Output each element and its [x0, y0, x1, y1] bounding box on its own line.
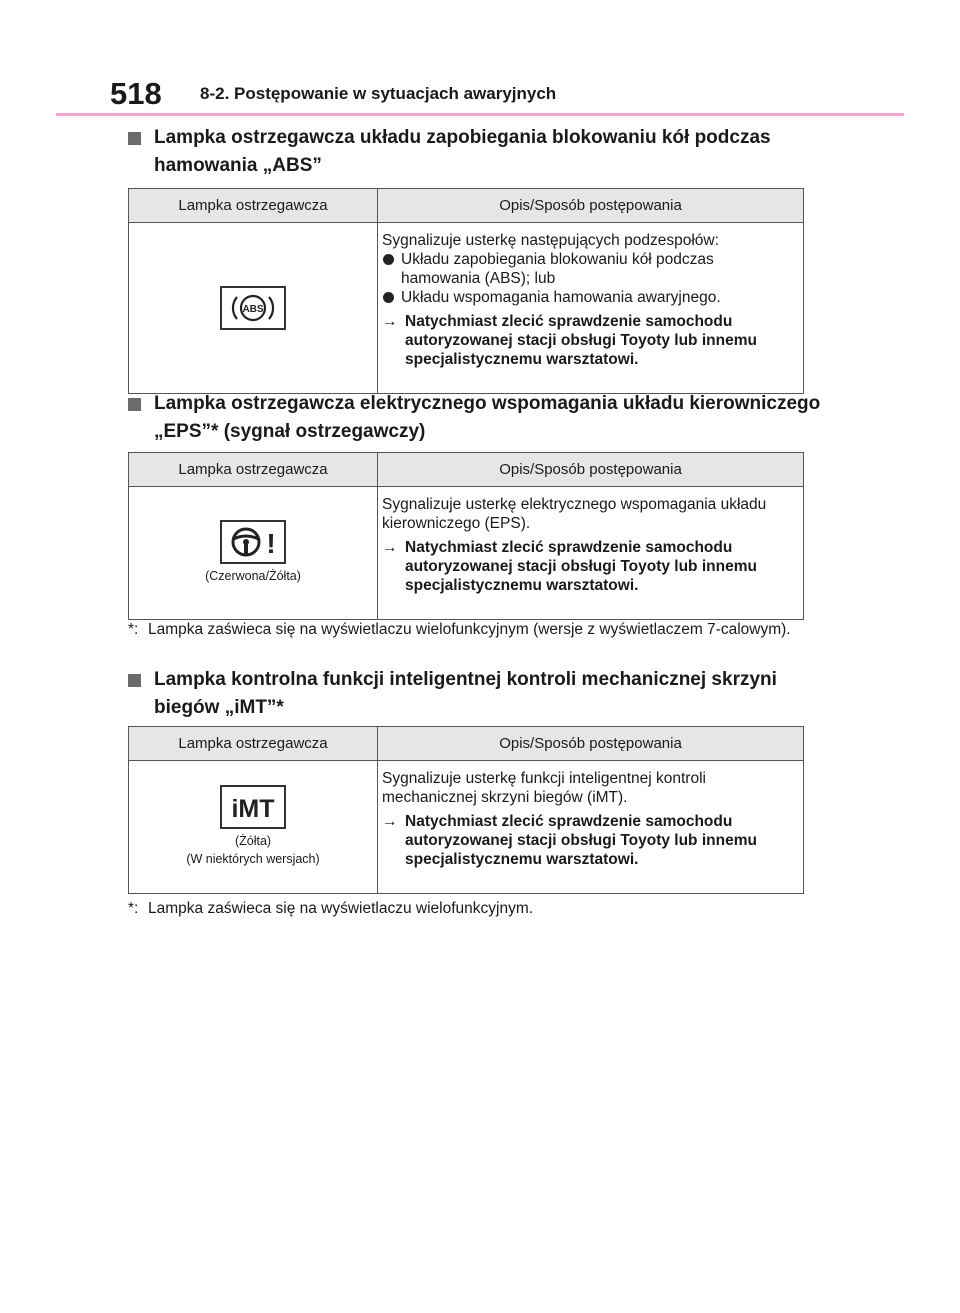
lamp-cell	[129, 223, 378, 394]
description-text: Sygnalizuje usterkę funkcji inteligentnej kontroli mechanicznej skrzyni biegów (iMT).	[382, 770, 706, 806]
chapter-title: 8-2. Postępowanie w sytuacjach awaryjnych	[200, 84, 557, 103]
abs-warning-icon	[220, 286, 286, 330]
header-divider	[56, 113, 904, 116]
lamp-color-caption: (Czerwona/Żółta)	[205, 569, 301, 584]
abs-warning-table	[128, 188, 804, 394]
list-item: Układu zapobiegania blokowaniu kół podczas hamowania (ABS); lub	[382, 250, 795, 288]
action-instruction: → Natychmiast zlecić sprawdzenie samochodu autoryzowanej stacji obsługi Toyoty lub innemu specjalistycznemu warsztatowi.	[382, 313, 757, 368]
table-header-row	[129, 189, 804, 223]
page-header	[56, 76, 904, 112]
column-header-desc: Opis/Sposób postępowania	[378, 453, 804, 487]
exclamation-label: !	[266, 528, 276, 560]
steering-wheel-warning-icon	[220, 520, 286, 564]
action-instruction: → Natychmiast zlecić sprawdzenie samochodu autoryzowanej stacji obsługi Toyoty lub innemu specjalistycznemu warsztatowi.	[382, 539, 757, 594]
lamp-cell	[129, 761, 378, 894]
column-header-lamp: Lampka ostrzegawcza	[129, 453, 378, 487]
column-header-desc: Opis/Sposób postępowania	[378, 727, 804, 761]
lamp-version-caption: (W niektórych wersjach)	[186, 852, 320, 867]
footnote-eps: *: Lampka zaświeca się na wyświetlaczu wielofunkcyjnym (wersje z wyświetlaczem 7-calowym).	[128, 621, 791, 638]
page-number: 518	[110, 76, 162, 111]
bullet-icon	[383, 254, 394, 265]
footnote-imt: *: Lampka zaświeca się na wyświetlaczu wielofunkcyjnym.	[128, 900, 534, 917]
arrow-icon: →	[382, 539, 398, 556]
table-header-row	[129, 453, 804, 487]
footnote-mark: *:	[128, 900, 139, 917]
section-title-eps: Lampka ostrzegawcza elektrycznego wspomagania układu kierowniczego „EPS”* (sygnał ostrzegawczy)	[128, 390, 828, 446]
lamp-color-caption: (Żółta)	[234, 834, 272, 849]
section-square-icon	[128, 398, 141, 411]
arrow-icon: →	[382, 813, 398, 830]
column-header-lamp: Lampka ostrzegawcza	[129, 189, 378, 223]
imt-icon-label: iMT	[231, 795, 275, 824]
column-header-desc: Opis/Sposób postępowania	[378, 189, 804, 223]
list-item: Układu wspomagania hamowania awaryjnego.	[382, 288, 795, 307]
table-row	[129, 761, 804, 894]
lamp-cell	[129, 487, 378, 620]
footnote-mark: *:	[128, 621, 139, 638]
section-square-icon	[128, 674, 141, 687]
action-instruction: → Natychmiast zlecić sprawdzenie samochodu autoryzowanej stacji obsługi Toyoty lub innemu specjalistycznemu warsztatowi.	[382, 813, 757, 868]
description-cell	[378, 487, 804, 620]
arrow-icon: →	[382, 313, 398, 330]
description-text: Sygnalizuje usterkę następujących podzespołów:	[382, 232, 719, 249]
table-header-row	[129, 727, 804, 761]
column-header-lamp: Lampka ostrzegawcza	[129, 727, 378, 761]
imt-warning-table	[128, 726, 804, 894]
section-square-icon	[128, 132, 141, 145]
bullet-icon	[383, 292, 394, 303]
description-cell	[378, 761, 804, 894]
table-row	[129, 223, 804, 394]
imt-indicator-icon	[220, 785, 286, 829]
description-cell	[378, 223, 804, 394]
section-title-imt: Lampka kontrolna funkcji inteligentnej kontroli mechanicznej skrzyni biegów „iMT”*	[128, 666, 828, 722]
abs-icon-label: ABS	[242, 303, 264, 315]
eps-warning-table	[128, 452, 804, 620]
section-title-abs: Lampka ostrzegawcza układu zapobiegania blokowaniu kół podczas hamowania „ABS”	[128, 124, 828, 180]
table-row	[129, 487, 804, 620]
description-text: Sygnalizuje usterkę elektrycznego wspomagania układu kierowniczego (EPS).	[382, 496, 767, 532]
